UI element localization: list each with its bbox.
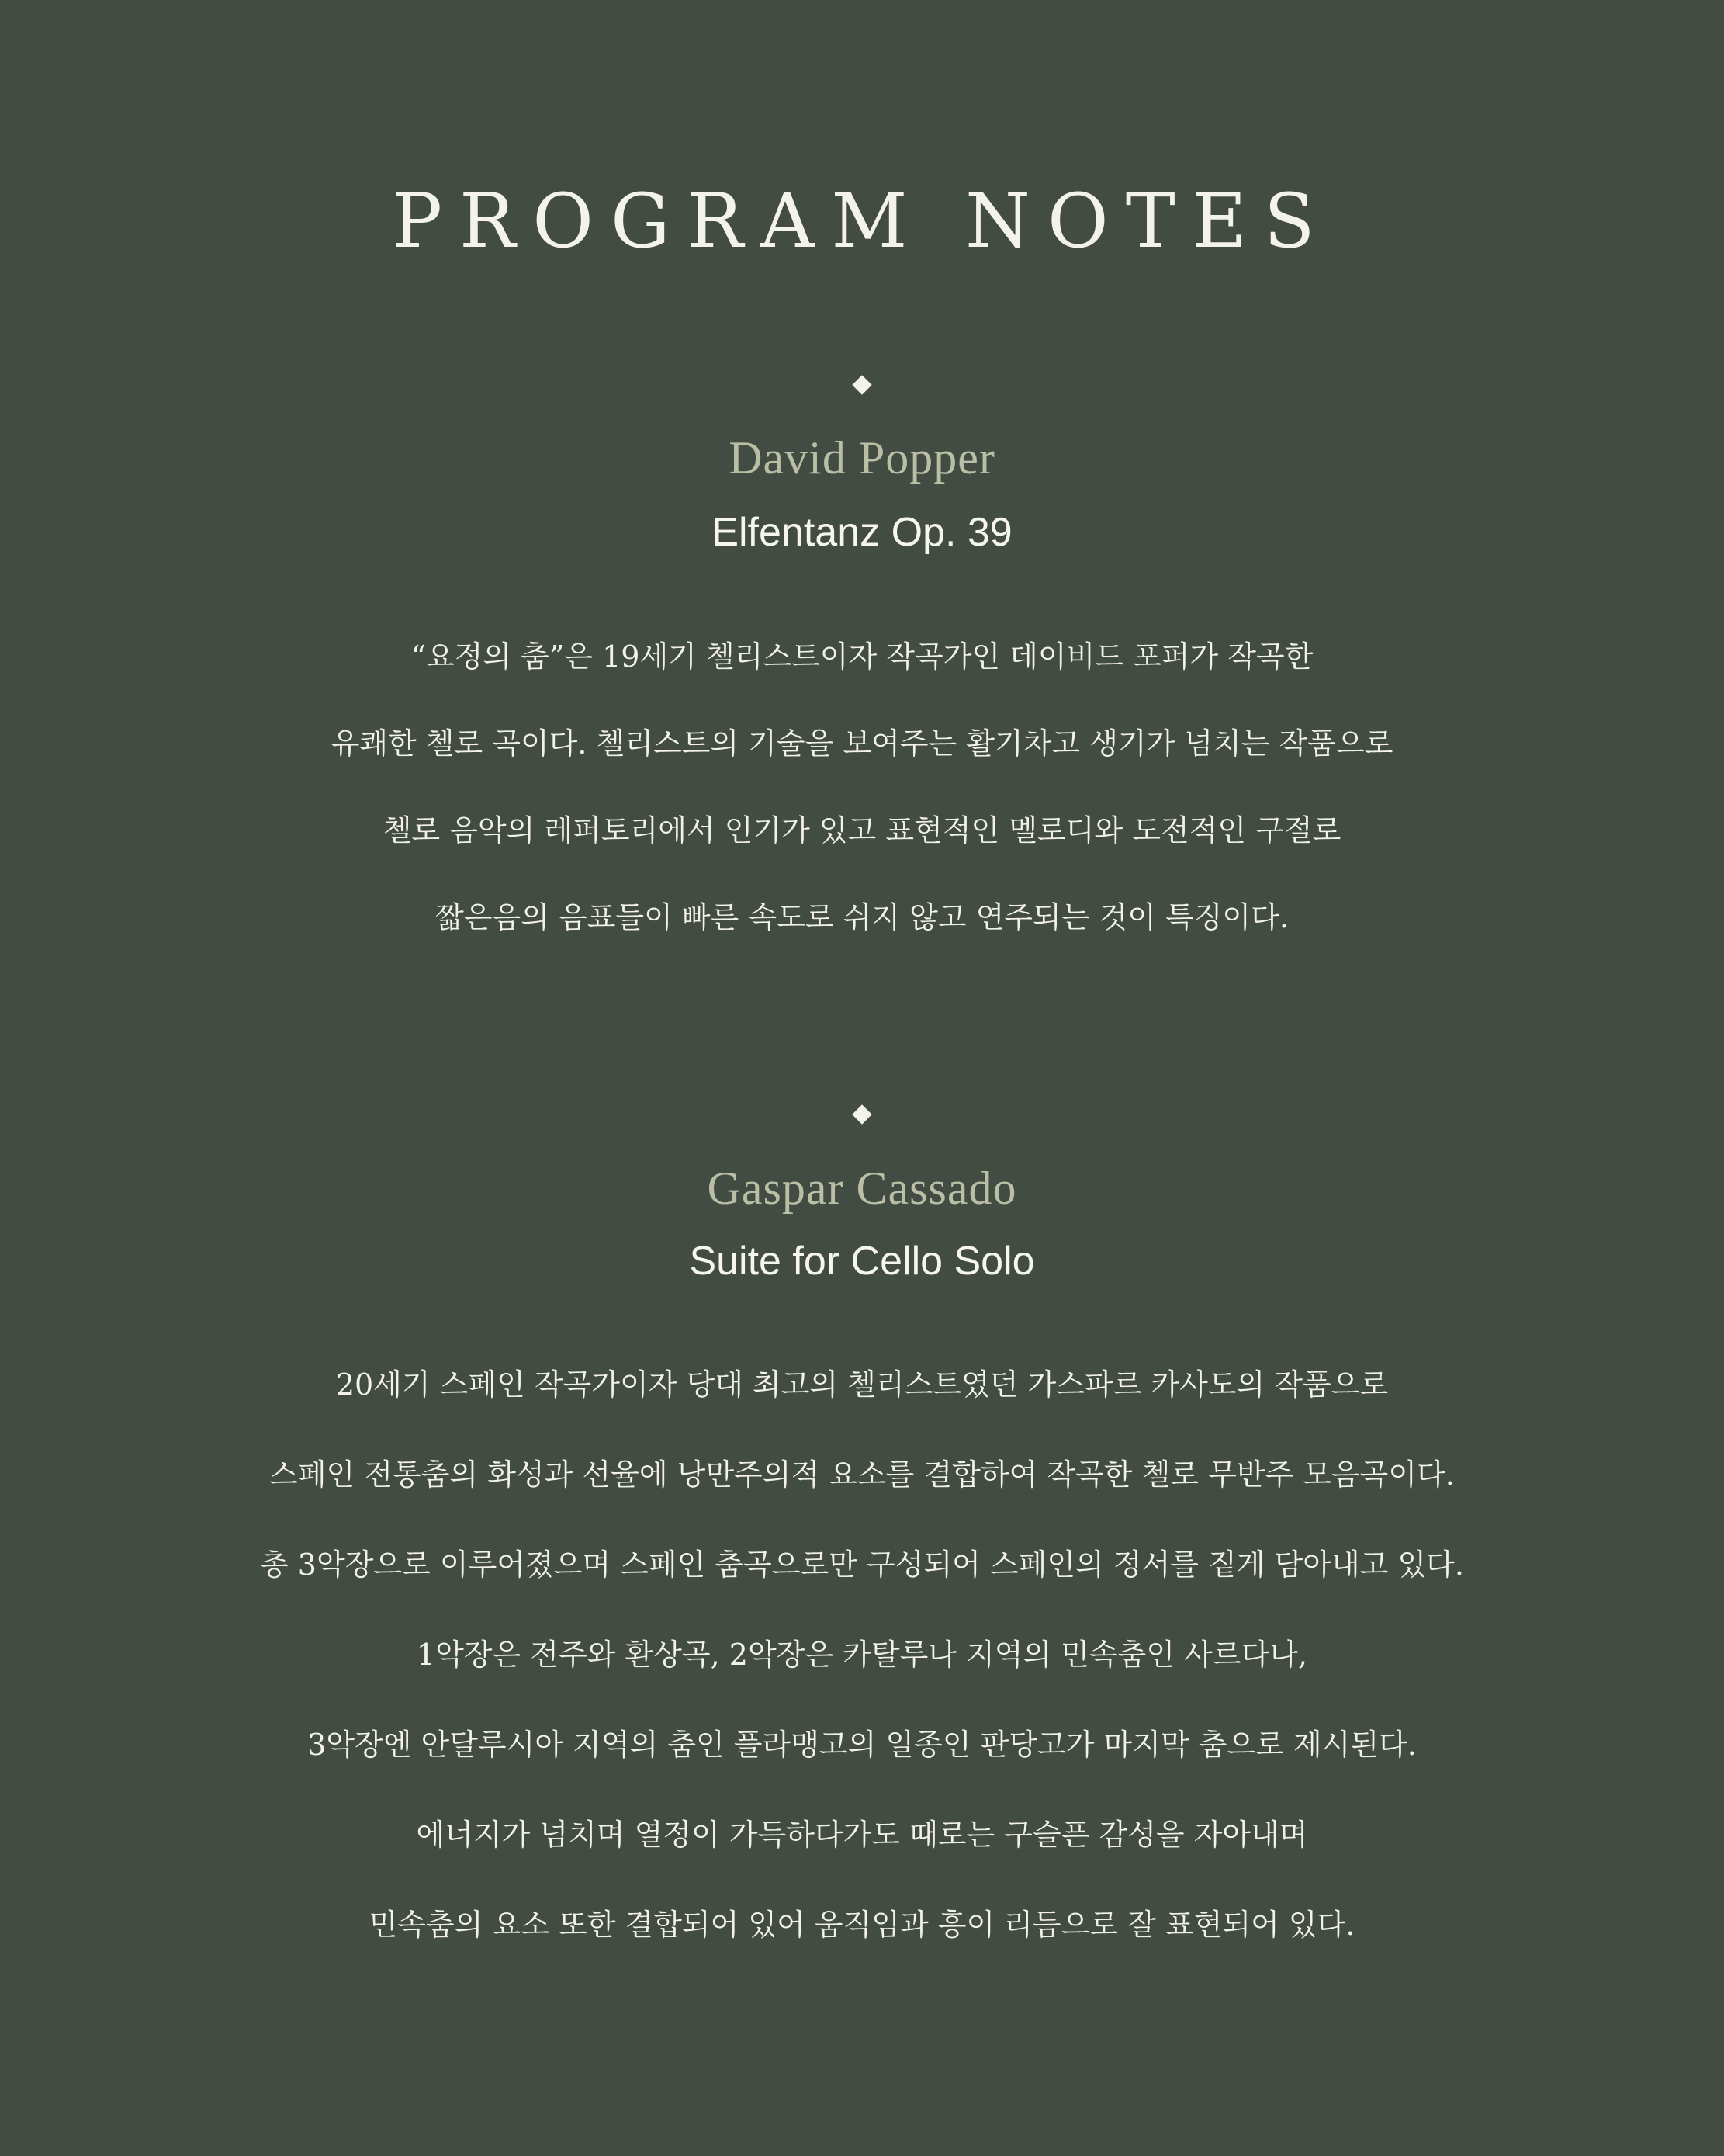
description-line: 1악장은 전주와 환상곡, 2악장은 카탈루나 지역의 민속춤인 사르다나, bbox=[416, 1638, 1308, 1672]
piece-section-popper bbox=[0, 378, 1724, 392]
description-line: 민속춤의 요소 또한 결합되어 있어 움직임과 흥이 리듬으로 잘 표현되어 있다. bbox=[369, 1908, 1355, 1942]
work-title bbox=[0, 505, 1724, 560]
work-title-cassado: Suite for Cello Solo bbox=[689, 1239, 1035, 1284]
diamond-divider-icon bbox=[852, 375, 871, 394]
description-line: 스페인 전통춤의 화성과 선율에 낭만주의적 요소를 결합하여 작곡한 첼로 무반주 모음곡이다. bbox=[269, 1458, 1455, 1492]
work-title bbox=[0, 1234, 1724, 1288]
page-title: PROGRAM NOTES bbox=[392, 178, 1332, 265]
description-line: “요정의 춤”은 19세기 첼리스트이자 작곡가인 데이비드 포퍼가 작곡한 bbox=[410, 640, 1314, 674]
piece-section-cassado bbox=[0, 1107, 1724, 1121]
description-line: 유쾌한 첼로 곡이다. 첼리스트의 기술을 보여주는 활기차고 생기가 넘치는 작품으로 bbox=[331, 726, 1393, 761]
composer-name bbox=[0, 1157, 1724, 1219]
description-line: 20세기 스페인 작곡가이자 당대 최고의 첼리스트였던 가스파르 카사도의 작품으로 bbox=[335, 1367, 1389, 1402]
description-cassado bbox=[0, 1340, 1724, 1970]
description-popper bbox=[0, 613, 1724, 961]
diamond-divider-icon bbox=[852, 1104, 871, 1124]
description-line: 짧은음의 음표들이 빠른 속도로 쉬지 않고 연주되는 것이 특징이다. bbox=[435, 900, 1289, 934]
description-line: 총 3악장으로 이루어졌으며 스페인 춤곡으로만 구성되어 스페인의 정서를 짙게 담아내고 있다. bbox=[260, 1548, 1464, 1582]
work-title-popper: Elfentanz Op. 39 bbox=[711, 510, 1013, 555]
description-line: 첼로 음악의 레퍼토리에서 인기가 있고 표현적인 멜로디와 도전적인 구절로 bbox=[383, 813, 1341, 847]
description-line: 에너지가 넘치며 열정이 가득하다가도 때로는 구슬픈 감성을 자아내며 bbox=[416, 1818, 1308, 1852]
composer-name bbox=[0, 427, 1724, 489]
description-line: 3악장엔 안달루시아 지역의 춤인 플라맹고의 일종인 판당고가 마지막 춤으로 제시된다. bbox=[307, 1728, 1417, 1762]
composer-name-popper: David Popper bbox=[729, 432, 995, 484]
composer-name-cassado: Gaspar Cassado bbox=[707, 1163, 1017, 1214]
